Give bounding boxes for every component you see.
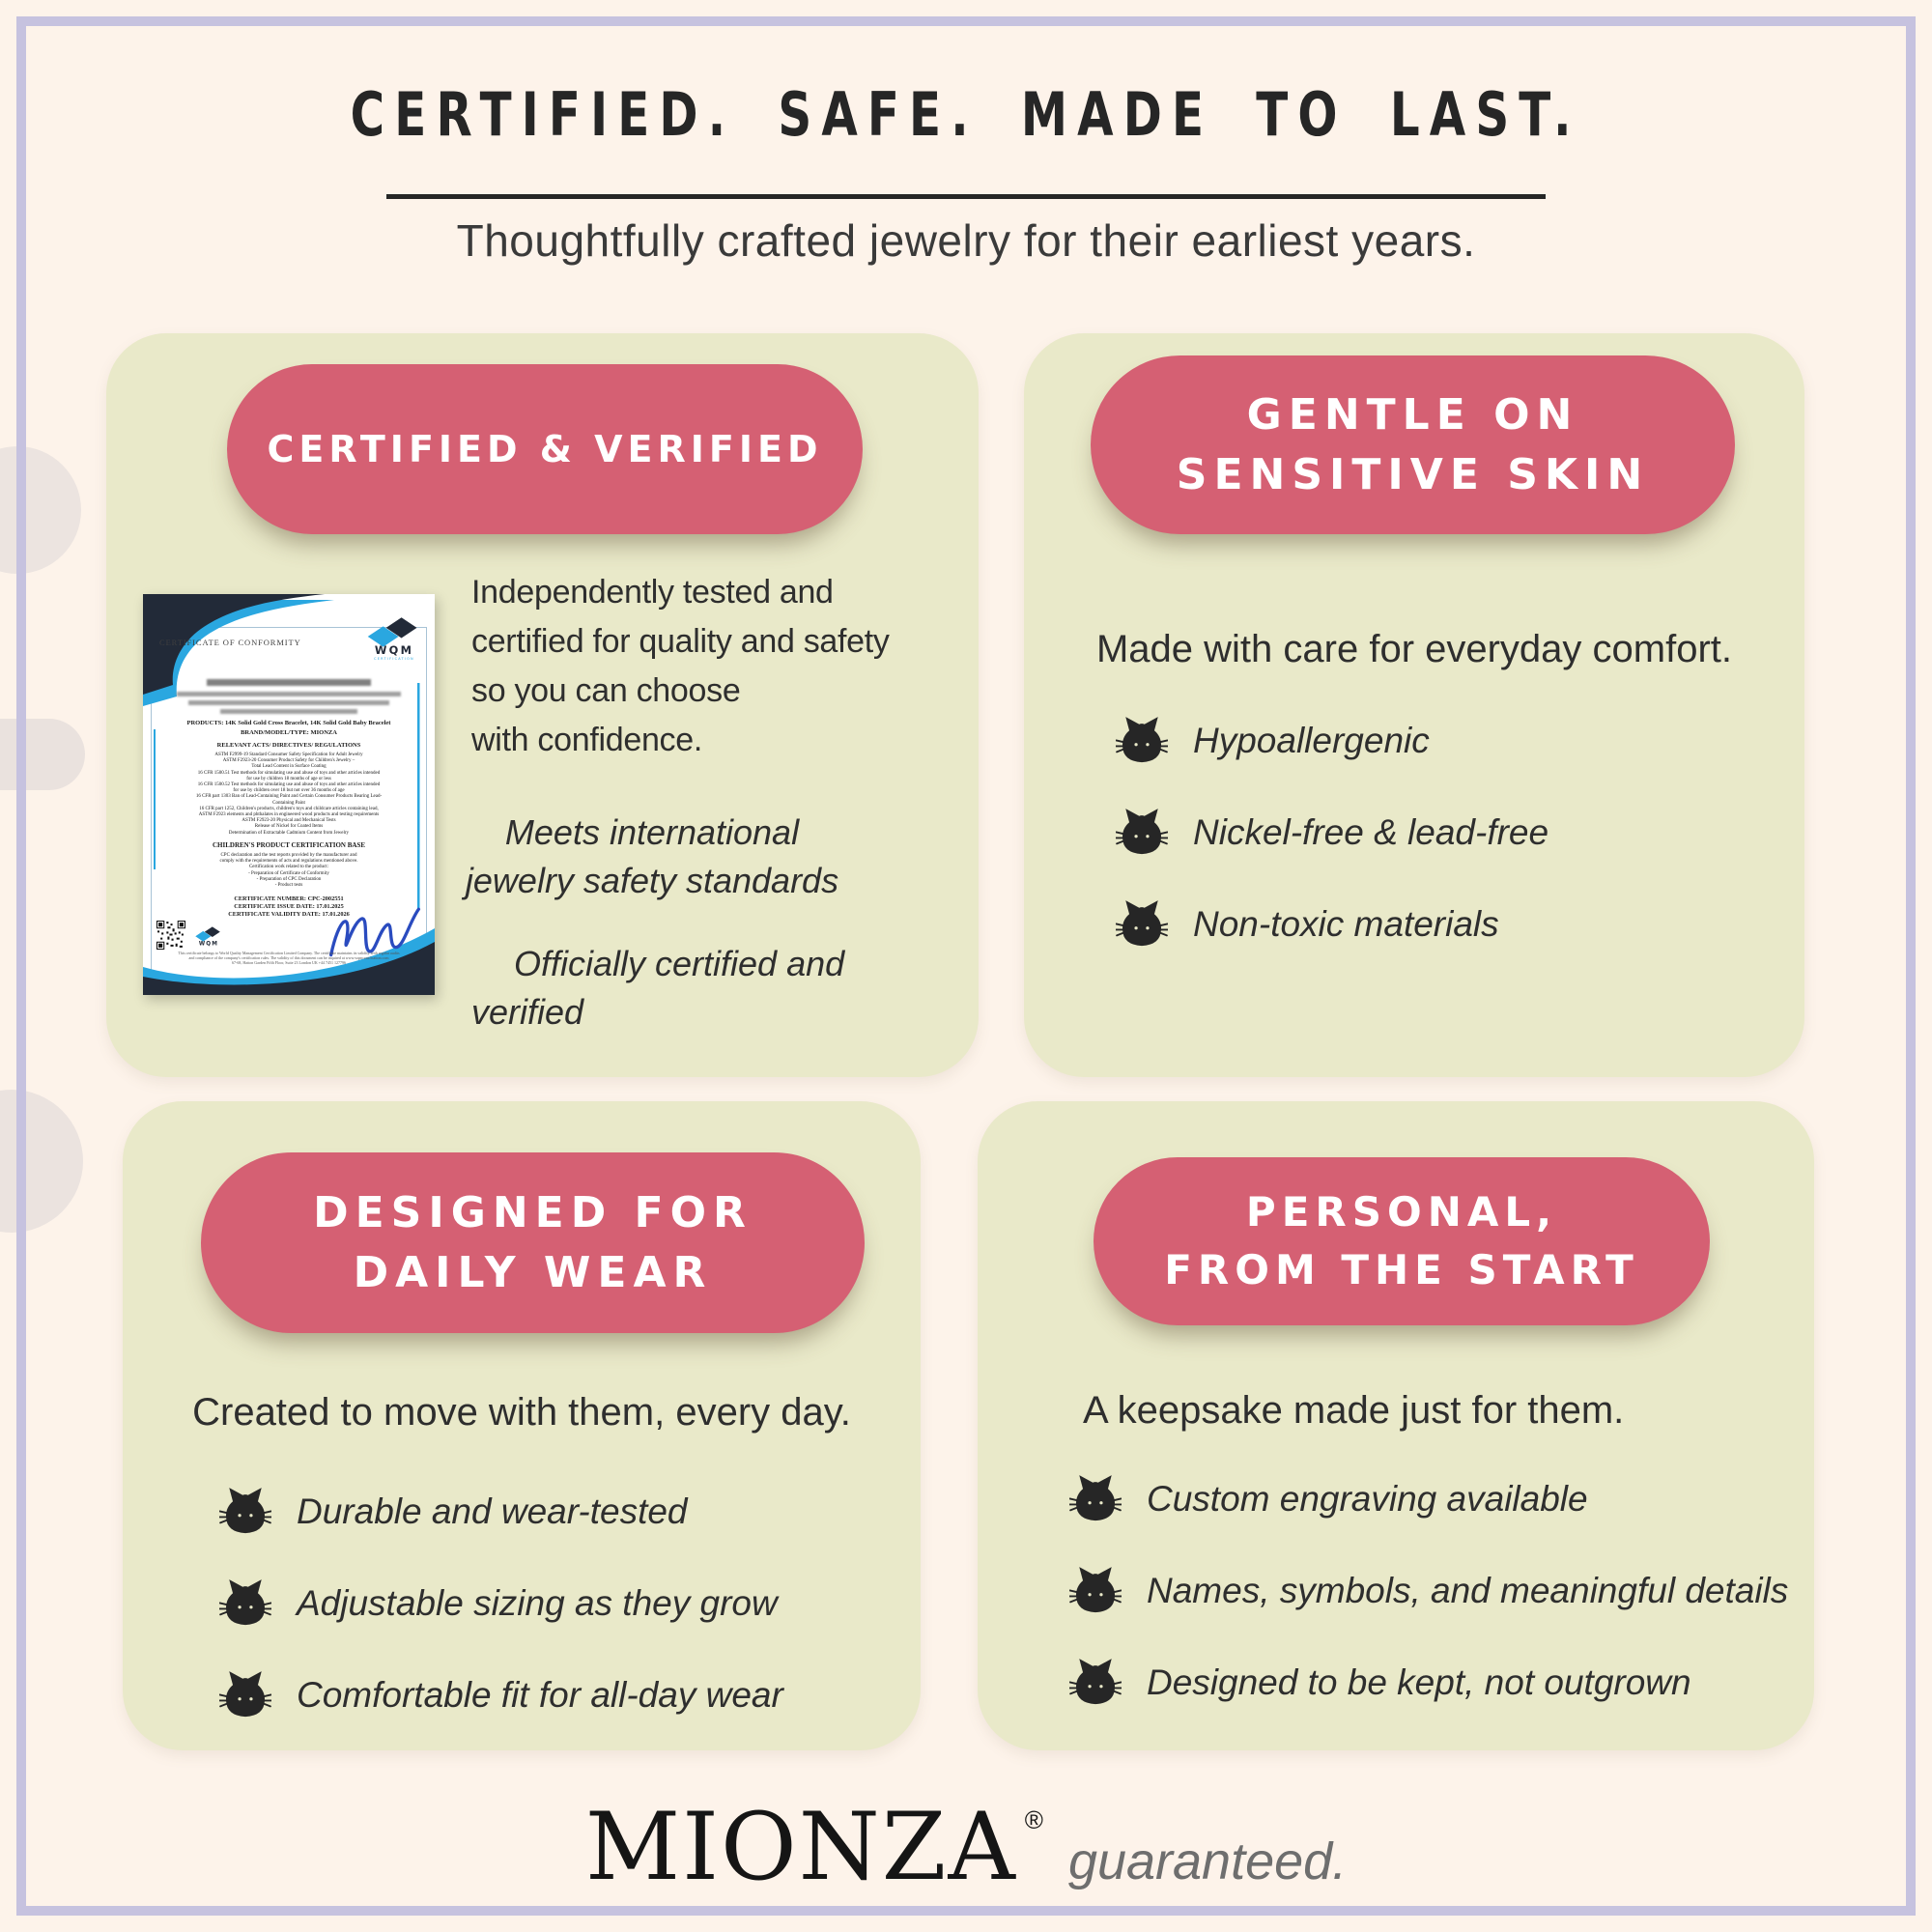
certificate-title: CERTIFICATE OF CONFORMITY [159, 638, 301, 647]
list-item: Designed to be kept, not outgrown [1069, 1657, 1691, 1709]
list-item: Custom engraving available [1069, 1473, 1588, 1525]
footer-tagline: guaranteed. [1067, 1833, 1348, 1890]
card4-intro: A keepsake made just for them. [1083, 1389, 1625, 1432]
pill-certified-verified [227, 364, 863, 534]
page-title: CERTIFIED. SAFE. MADE TO LAST. [351, 79, 1581, 150]
cat-icon [1116, 898, 1168, 951]
qr-code [156, 921, 185, 950]
cat-icon [219, 1577, 271, 1630]
certificate-number-block: CERTIFICATE NUMBER: CPC-2002551 CERTIFICATE ISSUE DATE: 17.01.2025 CERTIFICATE VALIDITY DATE: 17.01.2026 [228, 895, 350, 918]
list-item: Nickel-free & lead-free [1116, 807, 1548, 859]
card3-intro: Created to move with them, every day. [192, 1391, 851, 1434]
registered-trademark-symbol: ® [1024, 1805, 1043, 1834]
wqm-logo [363, 615, 425, 661]
cat-icon [1116, 807, 1168, 859]
list-item: Names, symbols, and meaningful details [1069, 1565, 1788, 1617]
cat-icon [219, 1486, 271, 1538]
card-gentle-on-sensitive-skin [1024, 333, 1804, 1077]
svg-text:WQM: WQM [198, 941, 219, 948]
title-underline [386, 194, 1546, 199]
page-subtitle: Thoughtfully crafted jewelry for their earliest years. [456, 215, 1476, 266]
card1-paragraph: Independently tested and certified for quality and safety so you can choose with confidence. [471, 574, 890, 758]
decorative-pill-shape [0, 719, 85, 790]
cat-icon [219, 1669, 271, 1721]
list-item: Adjustable sizing as they grow [219, 1577, 778, 1630]
footer [0, 1793, 1932, 1901]
pill-personal-from-the-start: PERSONAL, FROM THE START [1094, 1157, 1710, 1325]
certificate-base-lines: CPC declaration and the test reports provided by the manufacturer and comply with the requirements of acts and regulations mentioned above. Certification work related to the product: - Preparation of Certificate of Conformity - Preparation of CPC Declaration - Product tests [219, 853, 358, 889]
wqm-logo-subtext: CERTIFICATION [374, 657, 414, 661]
pill-label: CERTIFIED & VERIFIED [267, 428, 823, 470]
cat-icon [1069, 1473, 1122, 1525]
wqm-logo-text: WQM [374, 643, 414, 658]
decorative-circle [0, 1090, 83, 1233]
list-item: Hypoallergenic [1116, 715, 1430, 767]
redacted-address-line [220, 709, 357, 714]
card-personal-from-the-start [978, 1101, 1814, 1750]
certificate-regulations-heading: RELEVANT ACTS/ DIRECTIVES/ REGULATIONS [216, 742, 361, 749]
list-item: Durable and wear-tested [219, 1486, 688, 1538]
pill-designed-for-daily-wear: DESIGNED FOR DAILY WEAR [201, 1152, 865, 1333]
certificate-products-line: PRODUCTS: 14K Solid Gold Cross Bracelet, 14K Solid Gold Baby Bracelet [186, 720, 391, 726]
certificate-brand-line: BRAND/MODEL/TYPE: MIONZA [241, 729, 337, 736]
card-certified-verified [106, 333, 979, 1077]
brand-logo: MIONZA [584, 1793, 1017, 1901]
pill-gentle-on-sensitive-skin: GENTLE ON SENSITIVE SKIN [1091, 355, 1735, 534]
certificate-regulations-list: ASTM F2999-19 Standard Consumer Safety Specification for Adult Jewelry ASTM F2923-20 Consumer Product Safety for Children's Jewelry – Total Lead Content in Surface Coating 16 CFR 1500.51 Test methods for simulating use and abuse of toys and other articles intended for use by children 18 months of age or less 16 CFR 1500.52 Test methods for simulating use and abuse of toys and other articles intended for use by children over 18 but not over 36 months of age 16 CFR part 1303 Ban of Lead-Containing Paint and Certain Consumer Products Bearing Lead- Containing Paint 16 CFR part 1252, Children's products, children's toys and childcare articles containing lead, ASTM F2923 elements and phthalates in engineered wood products and testing requirements ASTM F2923-20 Physical and Mechanical Tests Release of Nickel for Coated Items Determination of Extractable Cadmium Content from Jewelry [195, 753, 383, 836]
redacted-address-line [188, 700, 389, 705]
wqm-logo-small [193, 924, 224, 950]
certificate-image [143, 594, 435, 995]
certificate-base-heading: CHILDREN'S PRODUCT CERTIFICATION BASE [213, 841, 365, 849]
cat-icon [1069, 1657, 1122, 1709]
list-item: Non-toxic materials [1116, 898, 1499, 951]
redacted-company-line [207, 679, 371, 686]
list-item: Comfortable fit for all-day wear [219, 1669, 783, 1721]
cat-icon [1116, 715, 1168, 767]
cat-icon [1069, 1565, 1122, 1617]
certificate-footnote: This certificate belongs to World Quality Management Certification Limited Company. The certificate maintains its validity with regular audits and compliance of the company's certification rules. The validity of this document can be inquired at www.wqmcertification.com 67-68, Hatton Garden Fifth Floor, Suite 23 London UK +44 7451 127796 [178, 951, 400, 965]
card-designed-for-daily-wear [123, 1101, 921, 1750]
card1-note-verified: Officially certified and verified [471, 944, 845, 1032]
card1-note-standards: Meets international jewelry safety standards [465, 812, 839, 900]
card2-intro: Made with care for everyday comfort. [1095, 628, 1733, 670]
redacted-address-line [177, 692, 401, 696]
decorative-circle [0, 446, 81, 574]
